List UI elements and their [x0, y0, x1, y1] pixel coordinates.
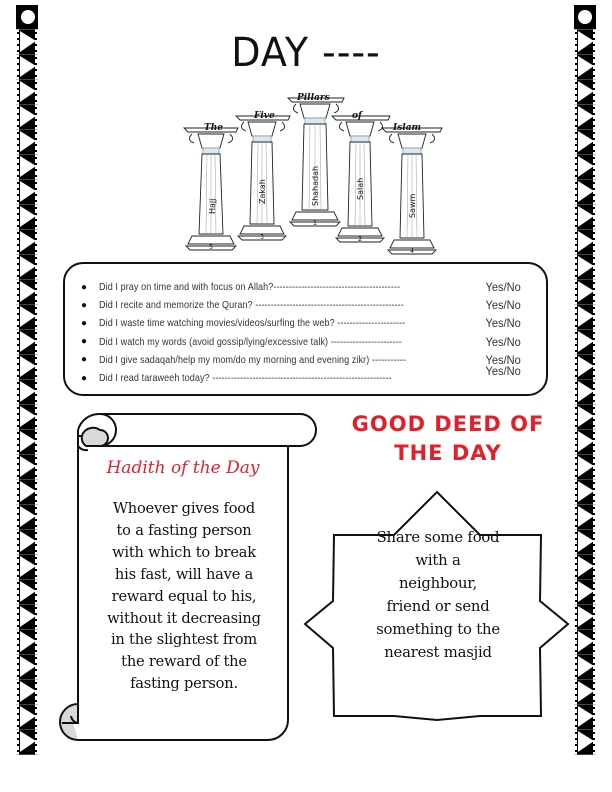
- checklist-item: [81, 333, 546, 351]
- triangle-pattern-icon: [574, 5, 596, 755]
- checklist-item: [81, 278, 546, 296]
- checklist-item: [81, 363, 546, 387]
- pillar-label: Zakah: [258, 179, 267, 204]
- checklist-question: Did I pray on time and with focus on Allah?-----------------------------------------: [99, 281, 401, 294]
- pillar-number: 1: [313, 220, 317, 227]
- pillar-sawm-icon: [382, 128, 442, 254]
- good-deed-title-line: GOOD DEED OF: [351, 412, 545, 436]
- banner-word: The: [204, 123, 223, 133]
- good-deed-title-line: THE DAY: [394, 441, 502, 465]
- banner-word: Pillars: [297, 93, 330, 103]
- daily-checklist: [63, 262, 548, 396]
- yes-no-answer[interactable]: Yes/No: [485, 352, 521, 367]
- left-decorative-border: [16, 5, 38, 755]
- bullet-icon: ●: [81, 299, 88, 311]
- bullet-icon: ●: [81, 336, 88, 348]
- bullet-icon: ●: [81, 372, 88, 384]
- yes-no-answer[interactable]: Yes/No: [485, 298, 521, 313]
- checklist-question: Did I watch my words (avoid gossip/lying/excessive talk) -----------------------: [99, 335, 402, 348]
- pillar-label: Hajj: [208, 198, 217, 214]
- pillar-number: 2: [358, 236, 362, 243]
- hadith-line: to a fasting person: [116, 521, 252, 539]
- pillar-number: 4: [410, 248, 414, 255]
- five-pillars-illustration: [180, 88, 452, 258]
- banner-word: of: [352, 111, 362, 121]
- good-deed-line: nearest masjid: [384, 644, 492, 661]
- yes-no-answer[interactable]: Yes/No: [485, 363, 521, 378]
- hadith-line: Whoever gives food: [112, 500, 256, 517]
- hadith-line: the reward of the: [121, 653, 247, 671]
- hadith-line: his fast, will have a: [114, 565, 254, 583]
- pillar-zakah-icon: [236, 116, 290, 240]
- banner-word: Islam: [393, 123, 422, 133]
- right-decorative-border: [574, 5, 596, 755]
- bullet-icon: ●: [81, 281, 88, 293]
- good-deed-line: friend or send: [386, 598, 490, 615]
- bullet-icon: ●: [81, 317, 88, 329]
- hadith-line: with which to break: [112, 543, 256, 561]
- hadith-text: [88, 498, 280, 695]
- hadith-line: reward equal to his,: [111, 587, 257, 605]
- hadith-line: fasting person.: [130, 675, 238, 693]
- pillar-label: Shahadah: [311, 165, 320, 206]
- yes-no-answer[interactable]: Yes/No: [485, 280, 521, 295]
- checklist-item: [81, 314, 546, 332]
- pillar-hajj-icon: [184, 128, 238, 250]
- page-title: DAY ----: [231, 30, 381, 76]
- pillar-number: 5: [209, 244, 213, 251]
- checklist-question: Did I read taraweeh today? ----------------------------------------------------------: [99, 372, 392, 385]
- checklist-item: [81, 351, 546, 369]
- bullet-icon: ●: [81, 354, 88, 366]
- triangle-pattern-icon: [16, 5, 38, 755]
- good-deed-line: with a: [415, 552, 461, 569]
- checklist-item: [81, 296, 546, 314]
- hadith-line: in the slightest from: [110, 631, 258, 649]
- good-deed-line: something to the: [376, 621, 500, 638]
- pillar-label: Sawm: [408, 193, 417, 218]
- checklist-question: Did I waste time watching movies/videos/surfing the web? ----------------------: [99, 317, 406, 330]
- banner-word: Five: [254, 111, 275, 121]
- good-deed-text: [350, 526, 526, 664]
- pillar-number: 3: [260, 234, 264, 241]
- pillar-label: Salah: [356, 177, 365, 200]
- checklist-question: Did I give sadaqah/help my mom/do my morning and evening zikr) -----------: [99, 353, 406, 366]
- checklist-question: Did I recite and memorize the Quran? ------------------------------------------------: [99, 299, 404, 312]
- yes-no-answer[interactable]: Yes/No: [485, 334, 521, 349]
- good-deed-line: neighbour,: [398, 575, 478, 592]
- yes-no-answer[interactable]: Yes/No: [485, 316, 521, 331]
- hadith-line: without it decreasing: [107, 609, 261, 627]
- good-deed-line: Share some food: [376, 529, 500, 546]
- hadith-title: Hadith of the Day: [106, 458, 260, 478]
- good-deed-title: [340, 410, 556, 468]
